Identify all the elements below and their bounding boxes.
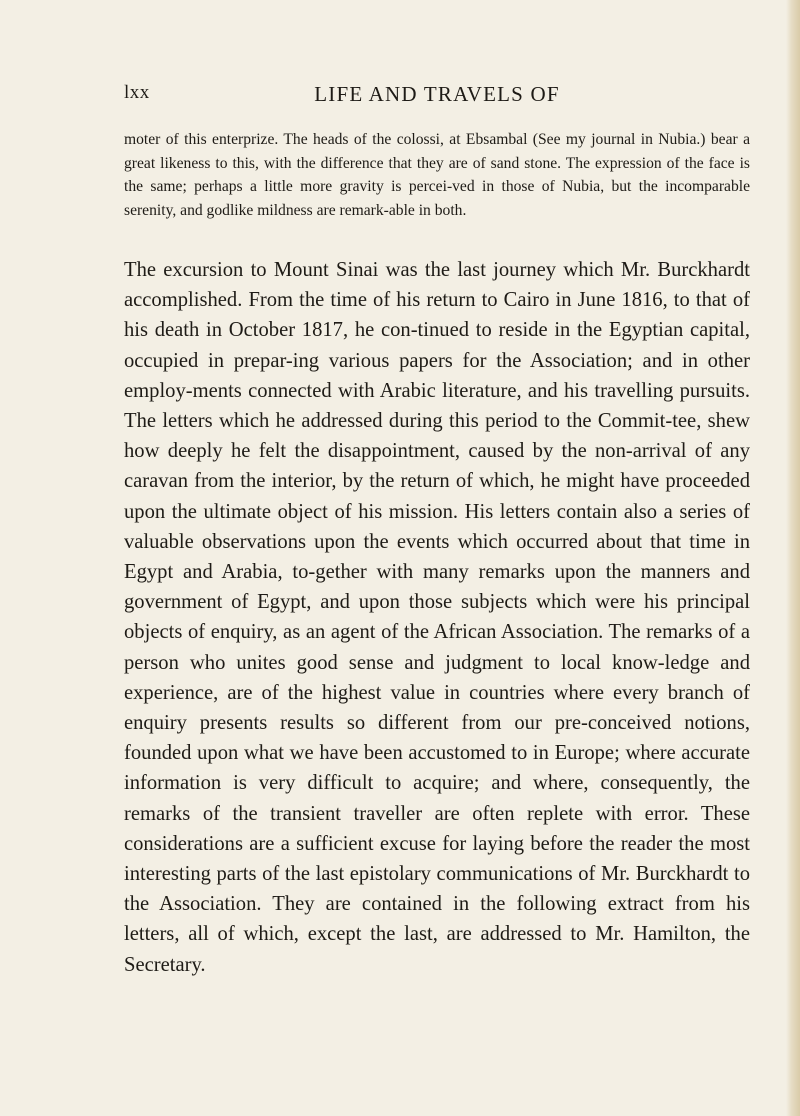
page-edge-shadow — [786, 0, 800, 1116]
page-number: lxx — [124, 82, 150, 103]
running-head: LIFE AND TRAVELS OF — [314, 82, 560, 106]
footnote: moter of this enterprize. The heads of the colossi, at Ebsambal (See my journal in Nubia.) bear a great likeness to this, with the difference that they are of sand stone. The expression of the face is the same; perhaps a little more gravity is percei-ved in those of Nubia, but the incomparable serenity, and godlike mildness are remark-able in both. — [124, 131, 750, 219]
page-header — [124, 82, 750, 112]
body-paragraph: The excursion to Mount Sinai was the last journey which Mr. Burckhardt accomplished. From the time of his return to Cairo in June 1816, to that of his death in October 1817, he con-tinued to reside in the Egyptian capital, occupied in prepar-ing various papers for the Association; and in other employ-ments connected with Arabic literature, and his travelling pursuits. The letters which he addressed during this period to the Commit-tee, shew how deeply he felt the disappointment, caused by the non-arrival of any caravan from the interior, by the return of which, he might have proceeded upon the ultimate object of his mission. His letters contain also a series of valuable observations upon the events which occurred about that time in Egypt and Arabia, to-gether with many remarks upon the manners and government of Egypt, and upon those subjects which were his principal objects of enquiry, as an agent of the African Association. The remarks of a person who unites good sense and judgment to local know-ledge and experience, are of the highest value in countries where every branch of enquiry presents results so different from our pre-conceived notions, founded upon what we have been accustomed to in Europe; where accurate information is very difficult to acquire; and where, consequently, the remarks of the transient traveller are often replete with error. These considerations are a sufficient excuse for laying before the reader the most interesting parts of the last epistolary communications of Mr. Burckhardt to the Association. They are contained in the following extract from his letters, all of which, except the last, are addressed to Mr. Hamilton, the Secretary. — [124, 259, 750, 976]
